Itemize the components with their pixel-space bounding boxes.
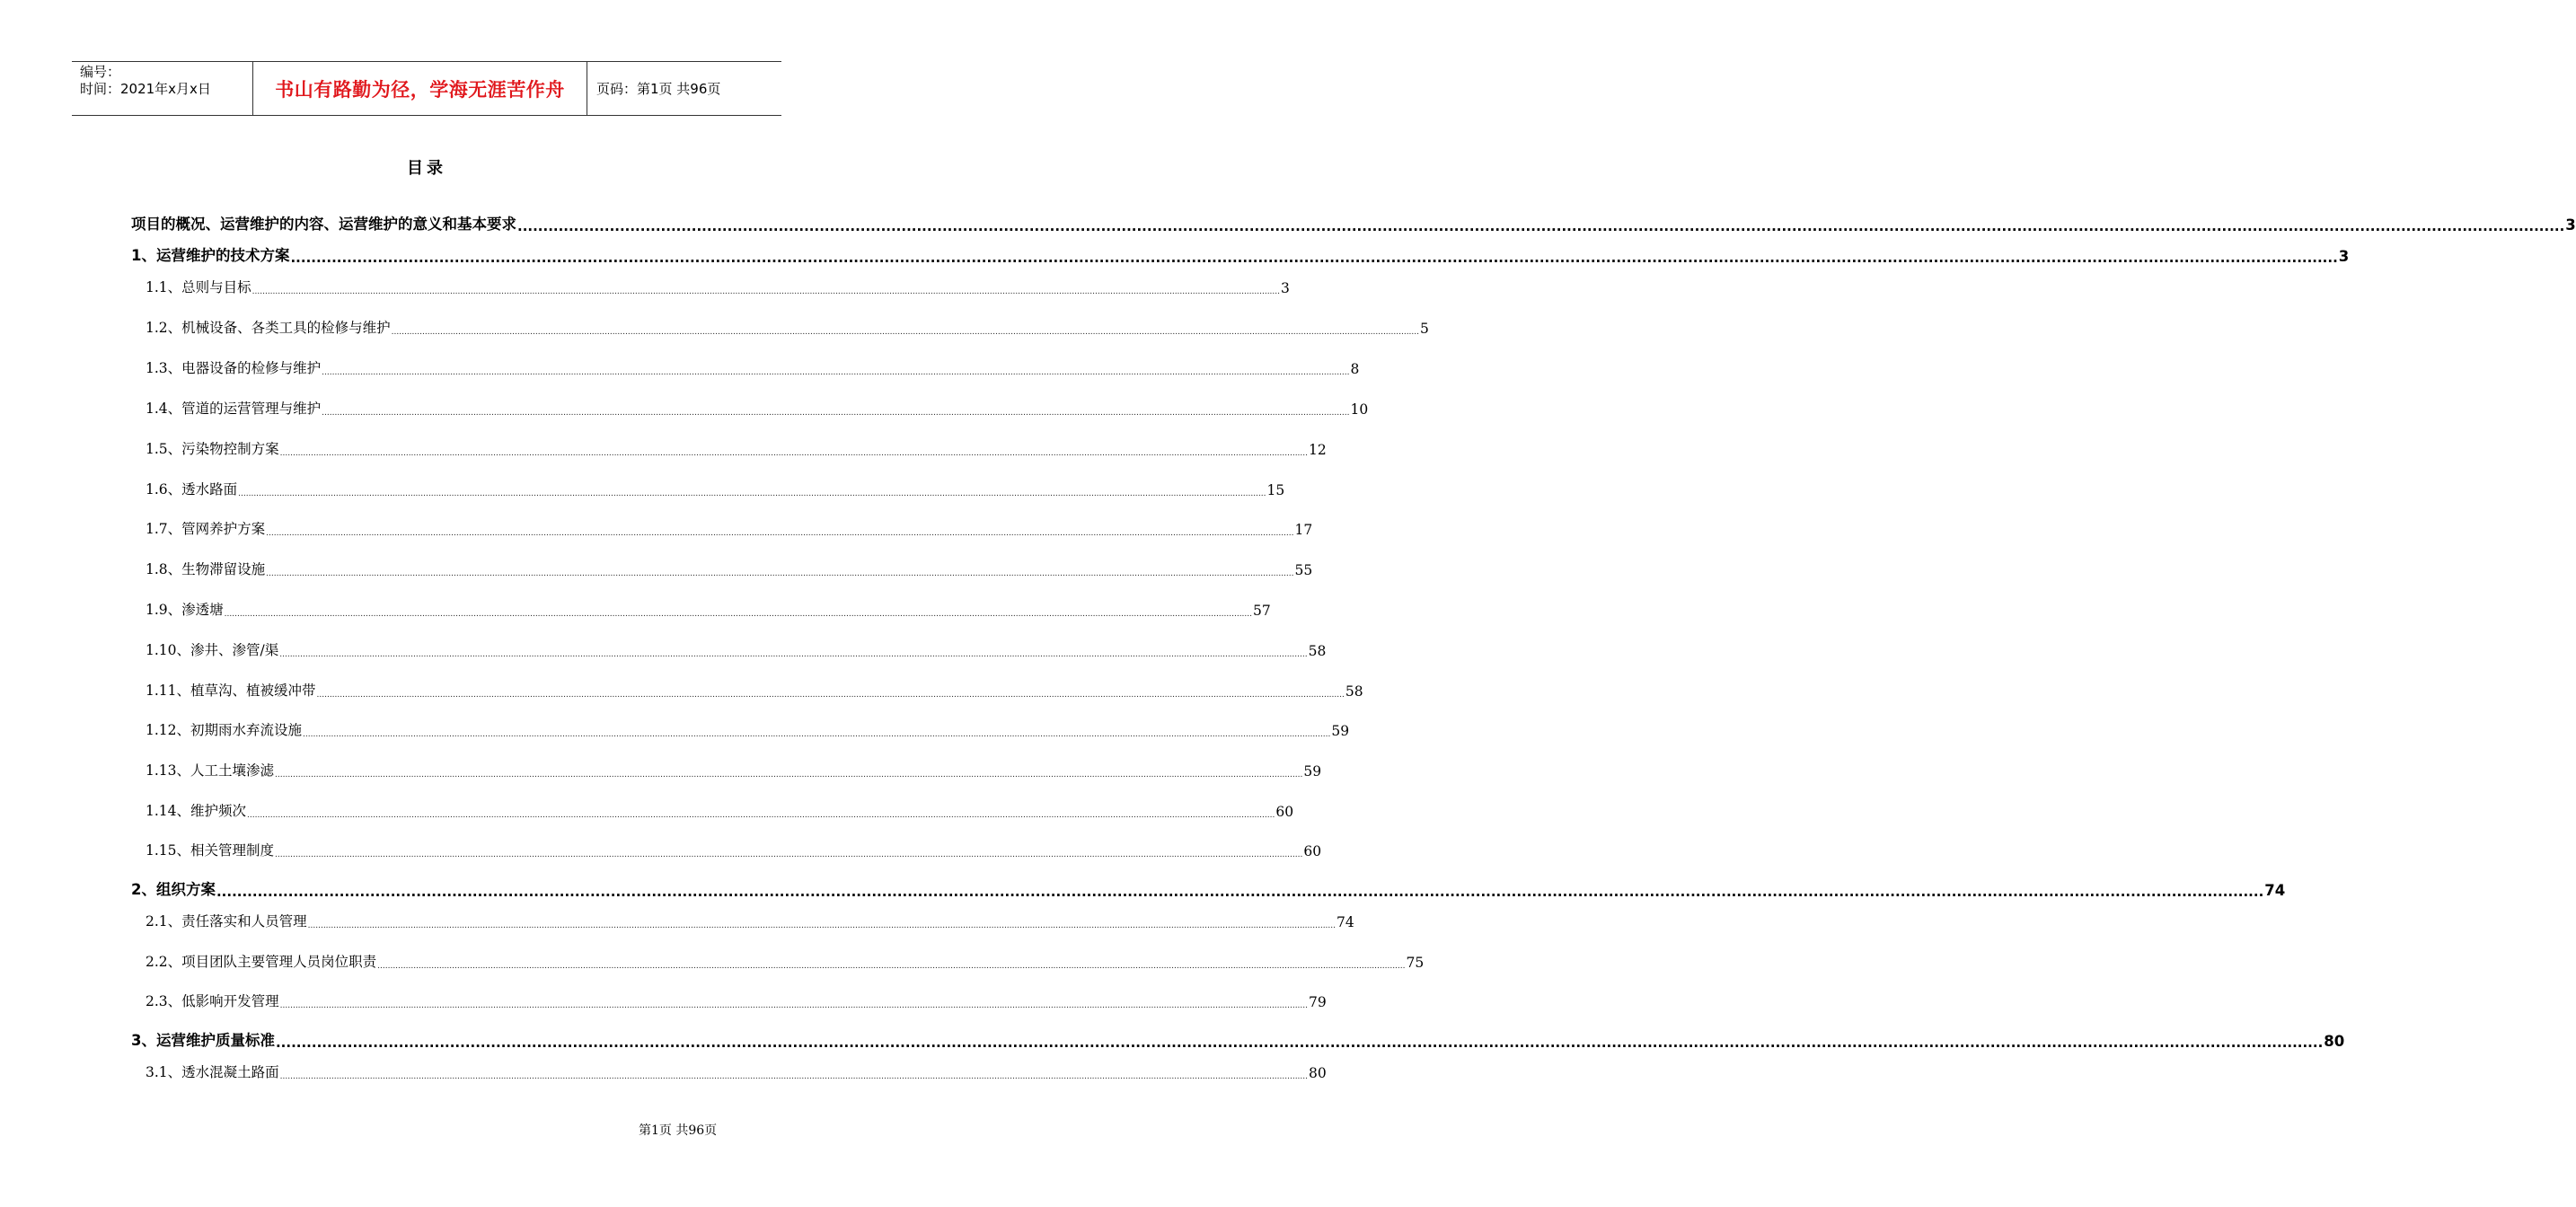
- toc-entry-page: 12: [1309, 442, 1327, 458]
- toc-entry-page: 60: [1275, 804, 1294, 820]
- toc-entry[interactable]: [131, 214, 2576, 234]
- toc-entry-label: 2、组织方案: [131, 881, 216, 898]
- toc-entry-page: 8: [1350, 361, 1360, 377]
- header-motto-cell: [253, 62, 587, 115]
- toc-entry[interactable]: [146, 719, 1350, 739]
- toc-entry-label: 1.11、植草沟、植被缓冲带: [146, 683, 316, 699]
- toc-entry[interactable]: [146, 357, 1360, 377]
- toc-entry-page: 60: [1303, 843, 1322, 859]
- toc-leader-dots: ................................................................................................................................................................................................................................................................................................................................................................................................................: [279, 1001, 1308, 1010]
- toc-entry-page: 59: [1303, 763, 1322, 780]
- toc-leader-dots: ................................................................................................................................................................................................................................................................................................................................................................................................................: [279, 650, 1308, 659]
- toc-entry[interactable]: [146, 800, 1294, 820]
- toc-entry[interactable]: [146, 277, 1290, 296]
- toc-entry-page: 75: [1406, 955, 1425, 971]
- toc-entry-label: 1.12、初期雨水弃流设施: [146, 722, 303, 738]
- toc-entry-label: 1.3、电器设备的检修与维护: [146, 360, 322, 376]
- toc-entry-page: 17: [1294, 522, 1313, 538]
- toc-leader-dots: ................................................................................................................................................................................................................................................................................................................................................................................................................: [266, 569, 1294, 578]
- toc-leader-dots: ................................................................................................................................................................................................................................................................................................................................................................................................................: [322, 368, 1350, 377]
- toc-entry[interactable]: [146, 1062, 1327, 1081]
- toc-entry-page: 55: [1294, 562, 1313, 578]
- toc-entry-label: 1.13、人工土壤渗滤: [146, 762, 275, 779]
- toc-entry-label: 1.9、渗透塘: [146, 602, 224, 618]
- toc-entry-page: 58: [1345, 683, 1363, 700]
- toc-leader-dots: ................................................................................................................................................................................................................................................................................................................................................................................................................: [391, 328, 1419, 337]
- toc-leader-dots: ................................................................................................................................................................................................................................................................................................................................................................................................................: [275, 771, 1303, 780]
- toc-entry-label: 1.1、总则与目标: [146, 279, 251, 295]
- toc-entry-label: 2.1、责任落实和人员管理: [146, 913, 307, 929]
- toc-leader-dots: ................................................................................................................................................................................................................................................................................................................................................................................................................: [307, 921, 1336, 930]
- toc-entry-page: 15: [1266, 482, 1285, 498]
- toc-leader-dots: ................................................................................................................................................................................................................................................................................................................................................................................................................: [275, 850, 1303, 859]
- toc-leader-dots: ................................................................................................................................................................................................................................................................................................................................................................................................................: [290, 250, 2338, 266]
- toc-entry-label: 1.8、生物滞留设施: [146, 561, 266, 577]
- toc-leader-dots: ................................................................................................................................................................................................................................................................................................................................................................................................................: [247, 811, 1275, 820]
- toc-entry-label: 1.6、透水路面: [146, 481, 238, 498]
- header-page-cell: [587, 62, 781, 115]
- document-header: [72, 61, 781, 116]
- toc-entry-page: 59: [1331, 723, 1350, 739]
- toc-leader-dots: ................................................................................................................................................................................................................................................................................................................................................................................................................: [224, 610, 1252, 619]
- toc-entry-label: 1.7、管网养护方案: [146, 521, 266, 537]
- toc-entry-page: 74: [2264, 882, 2286, 899]
- toc-entry-page: 5: [1420, 321, 1429, 337]
- toc-entry-label: 1.2、机械设备、各类工具的检修与维护: [146, 320, 391, 336]
- toc-entry-label: 1.15、相关管理制度: [146, 842, 275, 859]
- header-motto: 书山有路勤为径，学海无涯苦作舟: [275, 78, 565, 101]
- toc-entry[interactable]: [146, 559, 1313, 578]
- toc-entry[interactable]: [146, 680, 1363, 700]
- toc-entry-page: 74: [1337, 914, 1354, 930]
- toc-entry-label: 3.1、透水混凝土路面: [146, 1064, 279, 1080]
- toc-leader-dots: ................................................................................................................................................................................................................................................................................................................................................................................................................: [266, 529, 1294, 538]
- toc-title: 目录: [407, 159, 446, 178]
- toc-entry[interactable]: [146, 317, 1429, 337]
- toc-entry-label: 1.4、管道的运营管理与维护: [146, 401, 322, 417]
- toc-entry-page: 3: [2565, 216, 2576, 233]
- toc-entry[interactable]: [146, 951, 1425, 971]
- toc-entry-label: 2.3、低影响开发管理: [146, 993, 279, 1009]
- toc-entry-page: 3: [1281, 280, 1290, 296]
- toc-entry-page: 3: [2338, 248, 2350, 265]
- time-label: 时间：2021年x月x日: [80, 81, 211, 97]
- toc-entry-page: 80: [1309, 1065, 1327, 1081]
- toc-entry-label: 2.2、项目团队主要管理人员岗位职责: [146, 954, 377, 970]
- toc-entry[interactable]: [146, 398, 1369, 418]
- toc-leader-dots: ................................................................................................................................................................................................................................................................................................................................................................................................................: [251, 287, 1280, 296]
- toc-entry[interactable]: [146, 518, 1313, 538]
- toc-entry-label: 项目的概况、运营维护的内容、运营维护的意义和基本要求: [131, 216, 516, 233]
- toc-leader-dots: ................................................................................................................................................................................................................................................................................................................................................................................................................: [377, 962, 1406, 971]
- number-label: 编号：: [80, 64, 121, 80]
- toc-leader-dots: ................................................................................................................................................................................................................................................................................................................................................................................................................: [275, 1035, 2324, 1051]
- toc-entry-label: 3、运营维护质量标准: [131, 1032, 275, 1049]
- toc-leader-dots: ................................................................................................................................................................................................................................................................................................................................................................................................................: [322, 409, 1350, 418]
- toc-entry-label: 1.10、渗井、渗管/渠: [146, 642, 279, 658]
- toc-entry-page: 58: [1308, 643, 1327, 659]
- toc-leader-dots: ................................................................................................................................................................................................................................................................................................................................................................................................................: [303, 730, 1331, 739]
- header-page-info: 页码：第1页 共96页: [596, 81, 721, 97]
- toc-entry[interactable]: [131, 1030, 2345, 1051]
- toc-entry[interactable]: [146, 438, 1327, 458]
- toc-entry[interactable]: [146, 479, 1285, 498]
- toc-entry[interactable]: [131, 879, 2286, 900]
- toc-leader-dots: ................................................................................................................................................................................................................................................................................................................................................................................................................: [316, 691, 1345, 700]
- toc-leader-dots: ................................................................................................................................................................................................................................................................................................................................................................................................................: [279, 1072, 1308, 1081]
- toc-leader-dots: ................................................................................................................................................................................................................................................................................................................................................................................................................: [279, 449, 1308, 458]
- toc-entry[interactable]: [146, 639, 1327, 659]
- toc-entry-page: 80: [2324, 1033, 2345, 1050]
- header-meta: [72, 62, 253, 115]
- toc-entry-page: 79: [1309, 994, 1327, 1010]
- page-footer: 第1页 共96页: [639, 1123, 718, 1138]
- toc-leader-dots: ................................................................................................................................................................................................................................................................................................................................................................................................................: [238, 489, 1266, 498]
- toc-leader-dots: ................................................................................................................................................................................................................................................................................................................................................................................................................: [216, 884, 2264, 900]
- toc-entry-label: 1.5、污染物控制方案: [146, 441, 279, 457]
- toc-entry-page: 10: [1350, 401, 1369, 418]
- toc-entry[interactable]: [146, 911, 1354, 930]
- toc-entry-label: 1、运营维护的技术方案: [131, 247, 290, 264]
- toc-entry[interactable]: [146, 599, 1271, 619]
- toc-entry[interactable]: [131, 245, 2350, 266]
- toc-leader-dots: ................................................................................................................................................................................................................................................................................................................................................................................................................: [517, 218, 2565, 234]
- toc-entry-label: 1.14、维护频次: [146, 803, 247, 819]
- toc-entry[interactable]: [146, 991, 1327, 1010]
- toc-entry-page: 57: [1253, 603, 1271, 619]
- toc-entry[interactable]: [146, 760, 1322, 780]
- toc-entry[interactable]: [146, 840, 1322, 859]
